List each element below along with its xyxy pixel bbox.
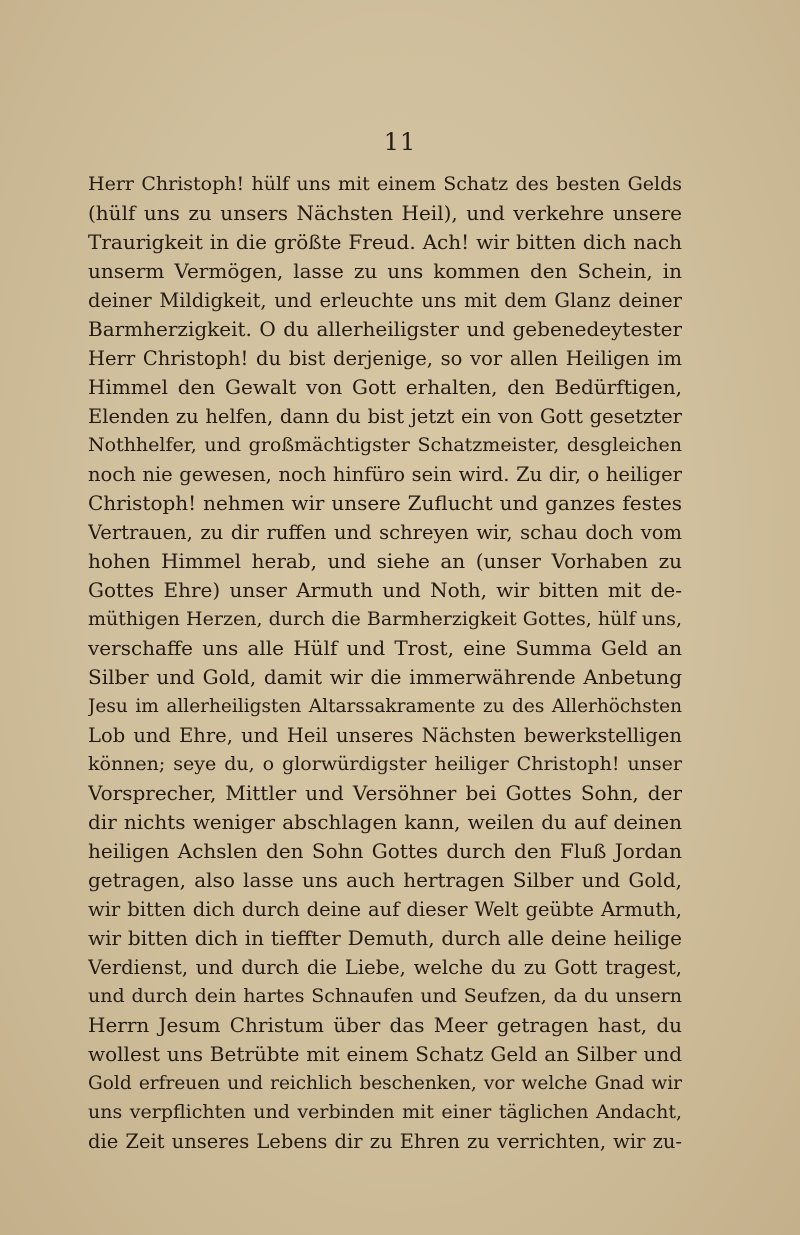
text-line: Christoph! nehmen wir unsere Zuflucht und ganzes festes (88, 491, 682, 515)
text-line: Herr Christoph! du bist derjenige, so vor allen Heiligen im (88, 347, 682, 370)
text-line: noch nie gewesen, noch hinfüro sein wird. Zu dir, o heiliger (88, 463, 682, 486)
text-line: Traurigkeit in die größte Freud. Ach! wir bitten dich nach (88, 230, 682, 254)
text-line: können; seye du, o glorwürdigster heiliger Christoph! unser (88, 753, 682, 775)
text-line: Jesu im allerheiligsten Altarssakramente zu des Allerhöchsten (88, 696, 682, 717)
body-text (88, 170, 682, 1156)
text-line: Silber und Gold, damit wir die immerwährende Anbetung (88, 665, 682, 689)
text-line: Vertrauen, zu dir ruffen und schreyen wir, schau doch vom (88, 521, 682, 544)
text-line: verschaffe uns alle Hülf und Trost, eine Summa Geld an (88, 636, 682, 660)
text-line: getragen, also lasse uns auch hertragen Silber und Gold, (88, 868, 682, 892)
text-line: Herr Christoph! hülf uns mit einem Schatz des besten Gelds (88, 173, 682, 195)
text-line: und durch dein hartes Schnaufen und Seufzen, da du unsern (88, 985, 682, 1007)
text-line: wir bitten dich in tieffter Demuth, durch alle deine heilige (88, 926, 682, 950)
text-line: Herrn Jesum Christum über das Meer getragen hast, du (88, 1013, 682, 1037)
text-line: wollest uns Betrübte mit einem Schatz Geld an Silber und (88, 1042, 682, 1066)
text-line: müthigen Herzen, durch die Barmherzigkeit Gottes, hülf uns, (88, 608, 682, 630)
text-line: wir bitten dich durch deine auf dieser Welt geübte Armuth, (88, 898, 682, 921)
text-line: deiner Mildigkeit, und erleuchte uns mit dem Glanz deiner (88, 289, 682, 312)
text-line: Vorsprecher, Mittler und Versöhner bei Gottes Sohn, der (88, 781, 682, 805)
text-line: Gold erfreuen und reichlich beschenken, vor welche Gnad wir (88, 1073, 682, 1094)
text-line: Himmel den Gewalt von Gott erhalten, den Bedürftigen, (88, 375, 682, 399)
text-line: hohen Himmel herab, und siehe an (unser Vorhaben zu (88, 549, 682, 573)
text-line: Verdienst, und durch die Liebe, welche du zu Gott tragest, (88, 956, 682, 979)
text-line: Lob und Ehre, und Heil unseres Nächsten bewerkstelligen (88, 724, 682, 747)
text-line: Elenden zu helfen, dann du bist jetzt ein von Gott gesetzter (88, 405, 682, 428)
text-line: dir nichts weniger abschlagen kann, weilen du auf deinen (88, 810, 682, 834)
page-number: 11 (383, 128, 417, 156)
text-line: Nothhelfer, und großmächtigster Schatzmeister, desgleichen (88, 434, 682, 456)
text-line: Barmherzigkeit. O du allerheiligster und gebenedeytester (88, 317, 682, 341)
text-line: uns verpflichten und verbinden mit einer täglichen Andacht, (88, 1101, 682, 1123)
text-line: (hülf uns zu unsers Nächsten Heil), und verkehre unsere (88, 201, 682, 225)
text-line: unserm Vermögen, lasse zu uns kommen den Schein, in (88, 259, 682, 283)
text-line: Gottes Ehre) unser Armuth und Noth, wir bitten mit de- (88, 578, 682, 602)
text-line: die Zeit unseres Lebens dir zu Ehren zu verrichten, wir zu- (88, 1130, 682, 1153)
text-line: heiligen Achslen den Sohn Gottes durch den Fluß Jordan (88, 839, 682, 863)
